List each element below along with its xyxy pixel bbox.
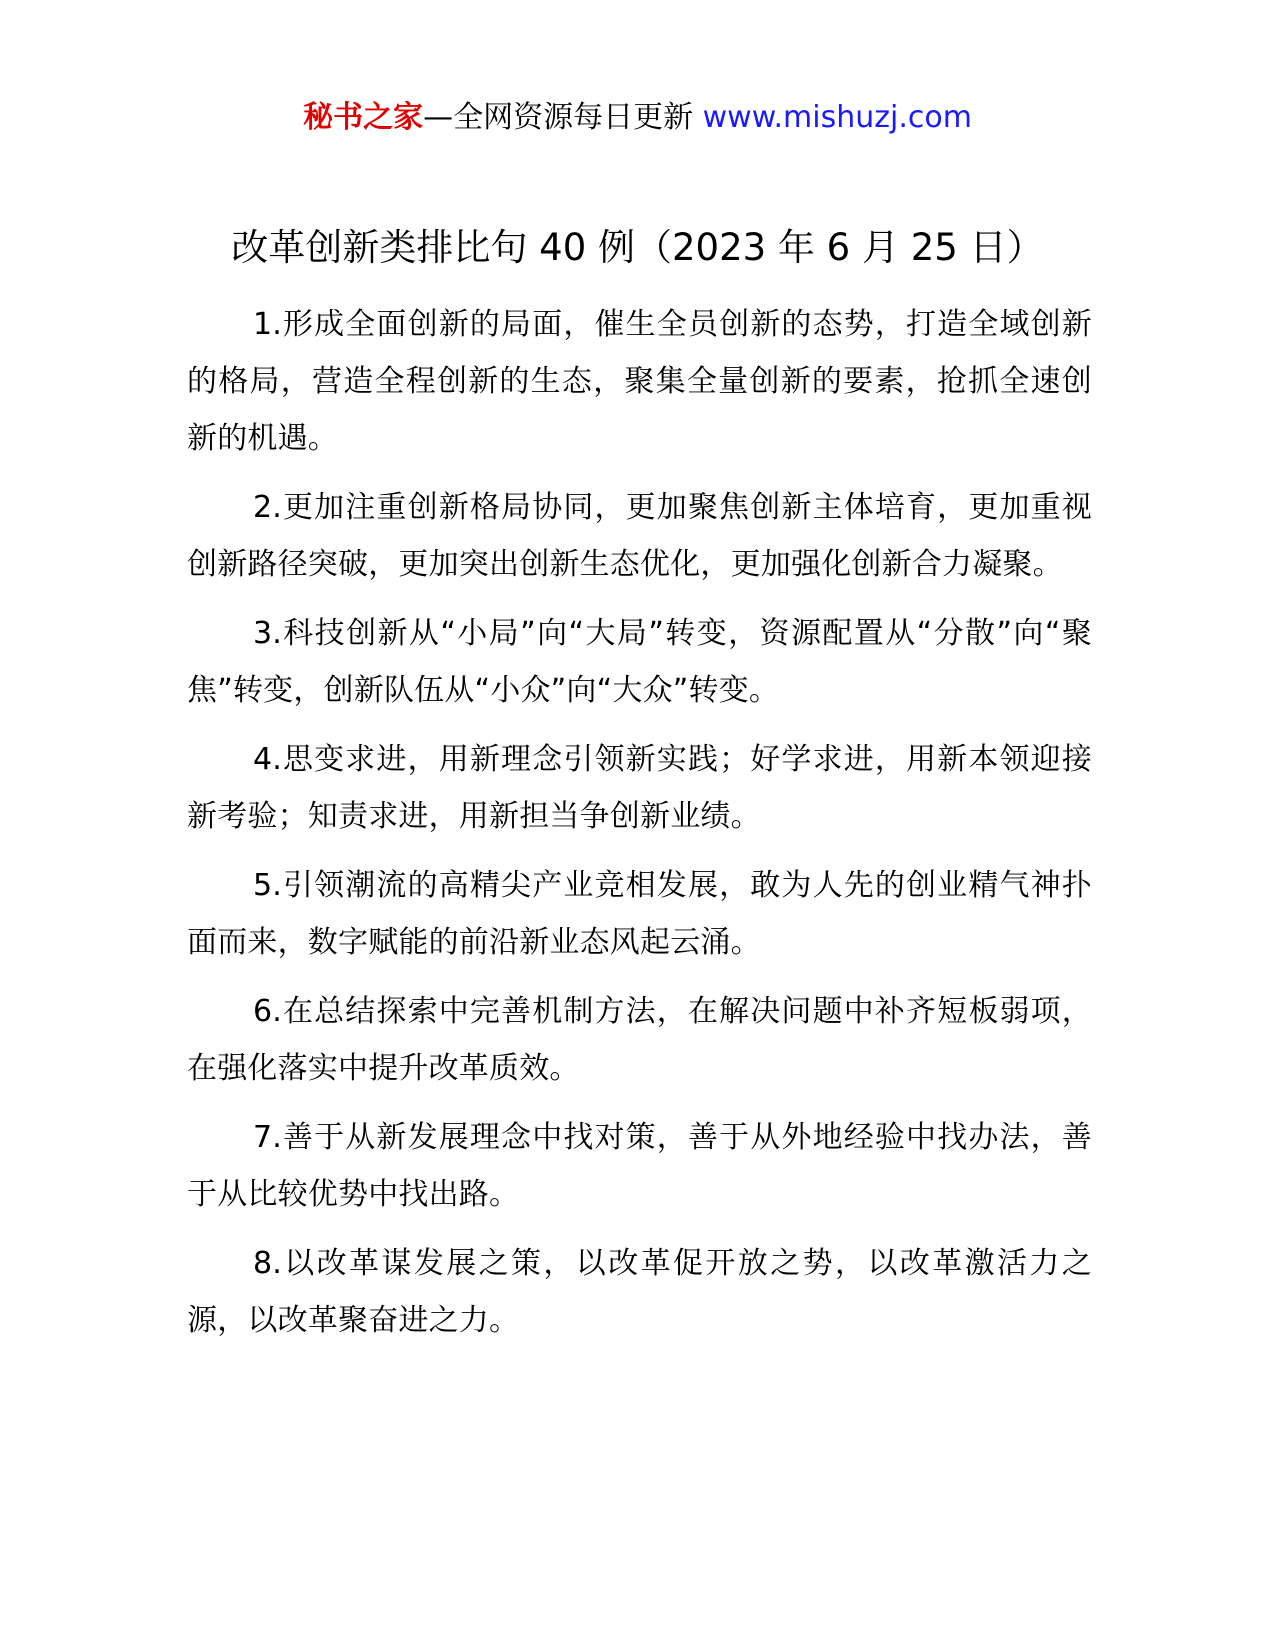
document-title: 改革创新类排比句 40 例（2023 年 6 月 25 日） xyxy=(231,226,1044,269)
paragraph-4: 4.思变求进，用新理念引领新实践；好学求进，用新本领迎接新考验；知责求进，用新担当争创新业绩。 xyxy=(187,742,1092,834)
paragraph-1: 1.形成全面创新的局面，催生全员创新的态势，打造全域创新的格局，营造全程创新的生态，聚集全量创新的要素，抢抓全速创新的机遇。 xyxy=(187,307,1092,456)
paragraph-6: 6.在总结探索中完善机制方法，在解决问题中补齐短板弱项，在强化落实中提升改革质效。 xyxy=(187,994,1092,1086)
document-body xyxy=(187,296,1092,1361)
paragraph-7: 7.善于从新发展理念中找对策，善于从外地经验中找办法，善于从比较优势中找出路。 xyxy=(187,1120,1092,1212)
site-header xyxy=(0,98,1275,138)
paragraph-3: 3.科技创新从“小局”向“大局”转变，资源配置从“分散”向“聚焦”转变，创新队伍从“小众”向“大众”转变。 xyxy=(187,616,1092,708)
site-brand: 秘书之家 xyxy=(303,100,424,135)
site-slogan: —全网资源每日更新 xyxy=(423,100,694,135)
paragraph-2: 2.更加注重创新格局协同，更加聚焦创新主体培育，更加重视创新路径突破，更加突出创新生态优化，更加强化创新合力凝聚。 xyxy=(187,490,1092,582)
paragraph-8: 8.以改革谋发展之策，以改革促开放之势，以改革激活力之源，以改革聚奋进之力。 xyxy=(187,1246,1092,1338)
paragraph-5: 5.引领潮流的高精尖产业竞相发展，敢为人先的创业精气神扑面而来，数字赋能的前沿新业态风起云涌。 xyxy=(187,868,1092,960)
site-url-link[interactable]: www.mishuzj.com xyxy=(702,100,972,135)
